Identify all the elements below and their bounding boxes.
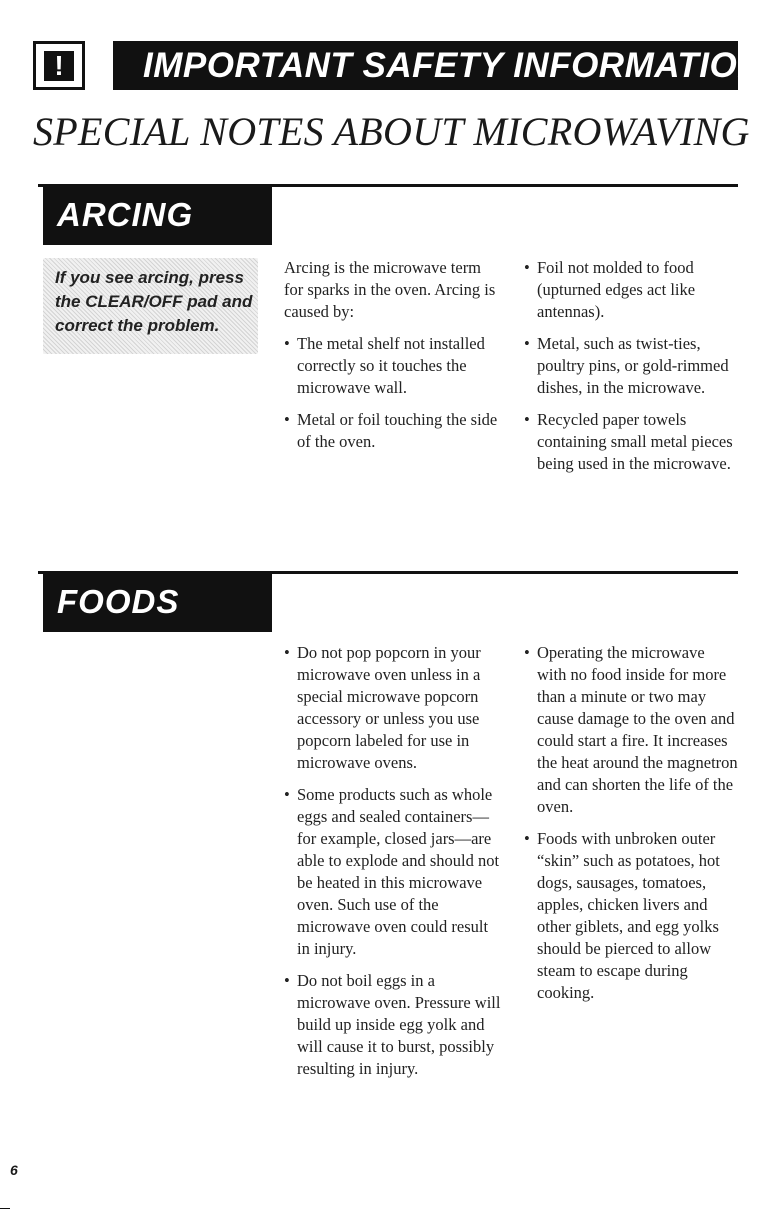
arcing-section-tab [43, 185, 272, 245]
foods-section-title: FOODS [57, 583, 180, 620]
list-item: • Some products such as whole eggs and sealed containers—for example, closed jars—are able to explode and should not be heated in this microwave oven. Such use of the microwave oven could result in injury. [284, 784, 502, 960]
arcing-column-left [284, 257, 504, 463]
list-item: • Metal or foil touching the side of the oven. [284, 409, 504, 453]
arcing-callout-text: If you see arcing, press the CLEAR/OFF pad and correct the problem. [55, 268, 253, 335]
page-heading: SPECIAL NOTES ABOUT MICROWAVING [33, 109, 750, 154]
foods-column-right [524, 642, 738, 1014]
banner-title: IMPORTANT SAFETY INFORMATION [143, 46, 764, 85]
list-item: • Do not pop popcorn in your microwave oven unless in a special microwave popcorn accessory or unless you use popcorn labeled for use in microwave ovens. [284, 642, 502, 774]
list-item: • Foil not molded to food (upturned edges act like antennas). [524, 257, 736, 323]
warning-icon [33, 41, 85, 90]
list-item: • Metal, such as twist-ties, poultry pins, or gold-rimmed dishes, in the microwave. [524, 333, 736, 399]
foods-column-left [284, 642, 502, 1090]
safety-banner [113, 41, 764, 90]
page-number: 6 [10, 1162, 18, 1178]
foods-section-tab [43, 572, 272, 632]
list-item: • The metal shelf not installed correctly so it touches the microwave wall. [284, 333, 504, 399]
list-item: • Foods with unbroken outer “skin” such as potatoes, hot dogs, sausages, tomatoes, apples, chicken livers and other giblets, and egg yolks should be pierced to allow steam to escape during cooking. [524, 828, 738, 1004]
corner-mark [0, 1208, 10, 1209]
list-item: • Operating the microwave with no food inside for more than a minute or two may cause damage to the oven and could start a fire. It increases the heat around the magnetron and can shorten the life of the oven. [524, 642, 738, 818]
exclamation-icon: ! [44, 51, 74, 81]
arcing-intro: Arcing is the microwave term for sparks in the oven. Arcing is caused by: [284, 258, 496, 321]
arcing-section-title: ARCING [57, 196, 194, 233]
arcing-callout [43, 258, 258, 354]
arcing-column-right [524, 257, 736, 485]
list-item: • Recycled paper towels containing small metal pieces being used in the microwave. [524, 409, 736, 475]
list-item: • Do not boil eggs in a microwave oven. Pressure will build up inside egg yolk and will cause it to burst, possibly resulting in injury. [284, 970, 502, 1080]
